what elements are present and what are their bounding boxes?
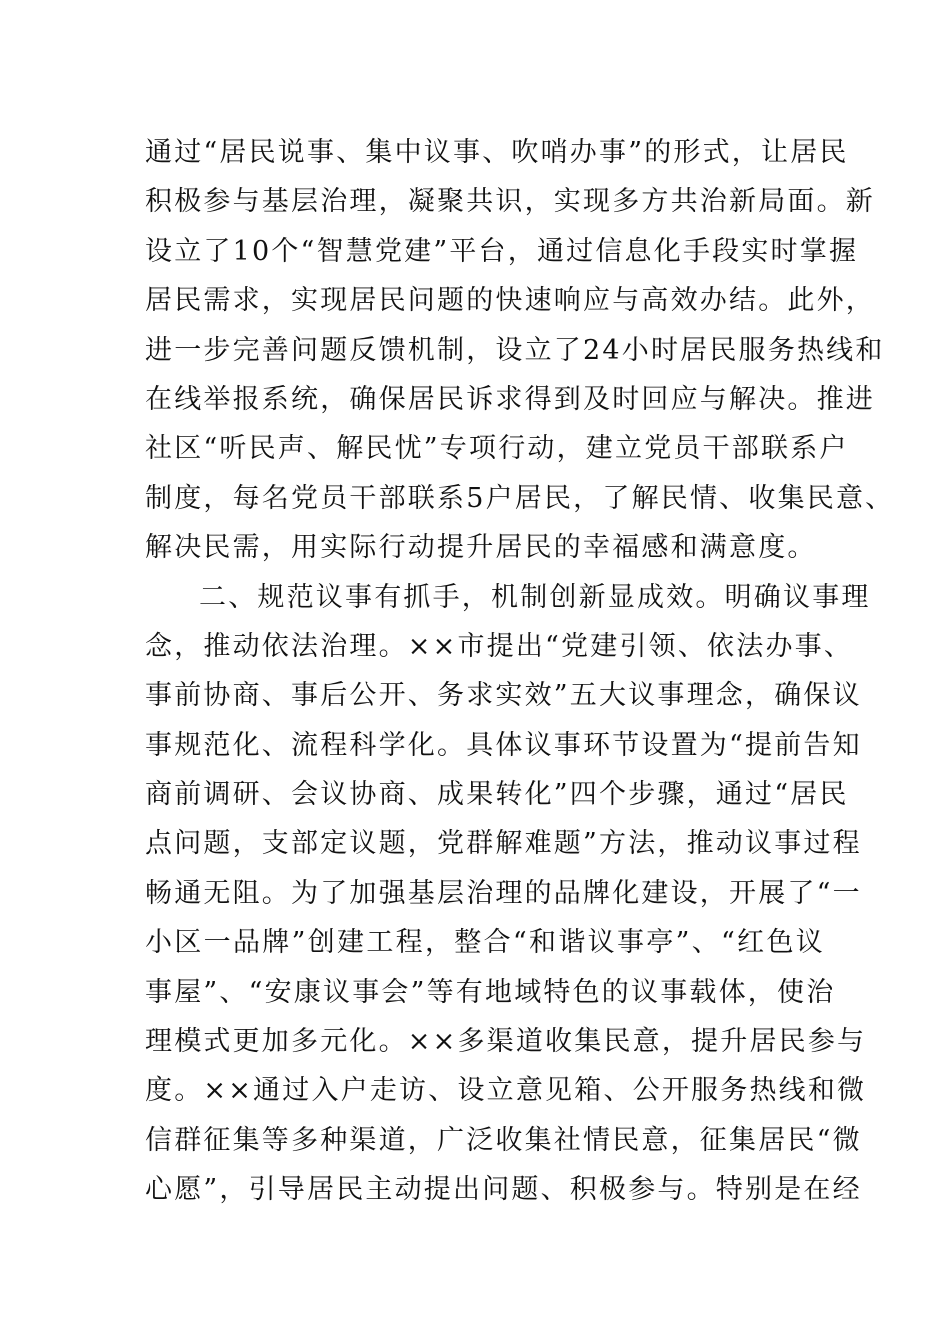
text-line: 畅通无阻。为了加强基层治理的品牌化建设，开展了“一 — [145, 877, 862, 909]
text-line: 点问题，支部定议题，党群解难题”方法，推动议事过程 — [145, 828, 862, 860]
text-line: 小区一品牌”创建工程，整合“和谐议事亭”、“红色议 — [145, 927, 825, 959]
text-line: 在线举报系统，确保居民诉求得到及时回应与解决。推进 — [145, 383, 875, 415]
text-line: 积极参与基层治理，凝聚共识，实现多方共治新局面。新 — [145, 186, 875, 218]
text-line: 制度，每名党员干部联系5户居民，了解民情、收集民意、 — [145, 482, 895, 514]
text-line: 事前协商、事后公开、务求实效”五大议事理念，确保议 — [145, 680, 862, 712]
text-line: 社区“听民声、解民忧”专项行动，建立党员干部联系户 — [145, 433, 849, 465]
text-line: 信群征集等多种渠道，广泛收集社情民意，征集居民“微 — [145, 1124, 862, 1156]
text-line: 通过“居民说事、集中议事、吹哨办事”的形式，让居民 — [145, 137, 849, 168]
paragraph-end-line: 解决民需，用实际行动提升居民的幸福感和满意度。 — [145, 532, 817, 564]
text-line: 理模式更加多元化。××多渠道收集民意，提升居民参与 — [145, 1026, 867, 1058]
section-heading-line: 二、规范议事有抓手，机制创新显成效。明确议事理 — [199, 581, 871, 613]
text-line: 事屋”、“安康议事会”等有地域特色的议事载体，使治 — [145, 976, 836, 1008]
text-line: 商前调研、会议协商、成果转化”四个步骤，通过“居民 — [145, 779, 849, 811]
text-line: 念，推动依法治理。××市提出“党建引领、依法办事、 — [145, 630, 854, 662]
text-line: 居民需求，实现居民问题的快速响应与高效办结。此外， — [145, 285, 875, 317]
text-line: 心愿”，引导居民主动提出问题、积极参与。特别是在经 — [145, 1174, 862, 1206]
text-line: 度。××通过入户走访、设立意见箱、公开服务热线和微 — [145, 1075, 867, 1107]
text-line: 设立了10个“智慧党建”平台，通过信息化手段实时掌握 — [145, 235, 859, 267]
body-text — [145, 128, 895, 1215]
text-line: 进一步完善问题反馈机制，设立了24小时居民服务热线和 — [145, 334, 885, 366]
text-line: 事规范化、流程科学化。具体议事环节设置为“提前告知 — [145, 729, 862, 761]
